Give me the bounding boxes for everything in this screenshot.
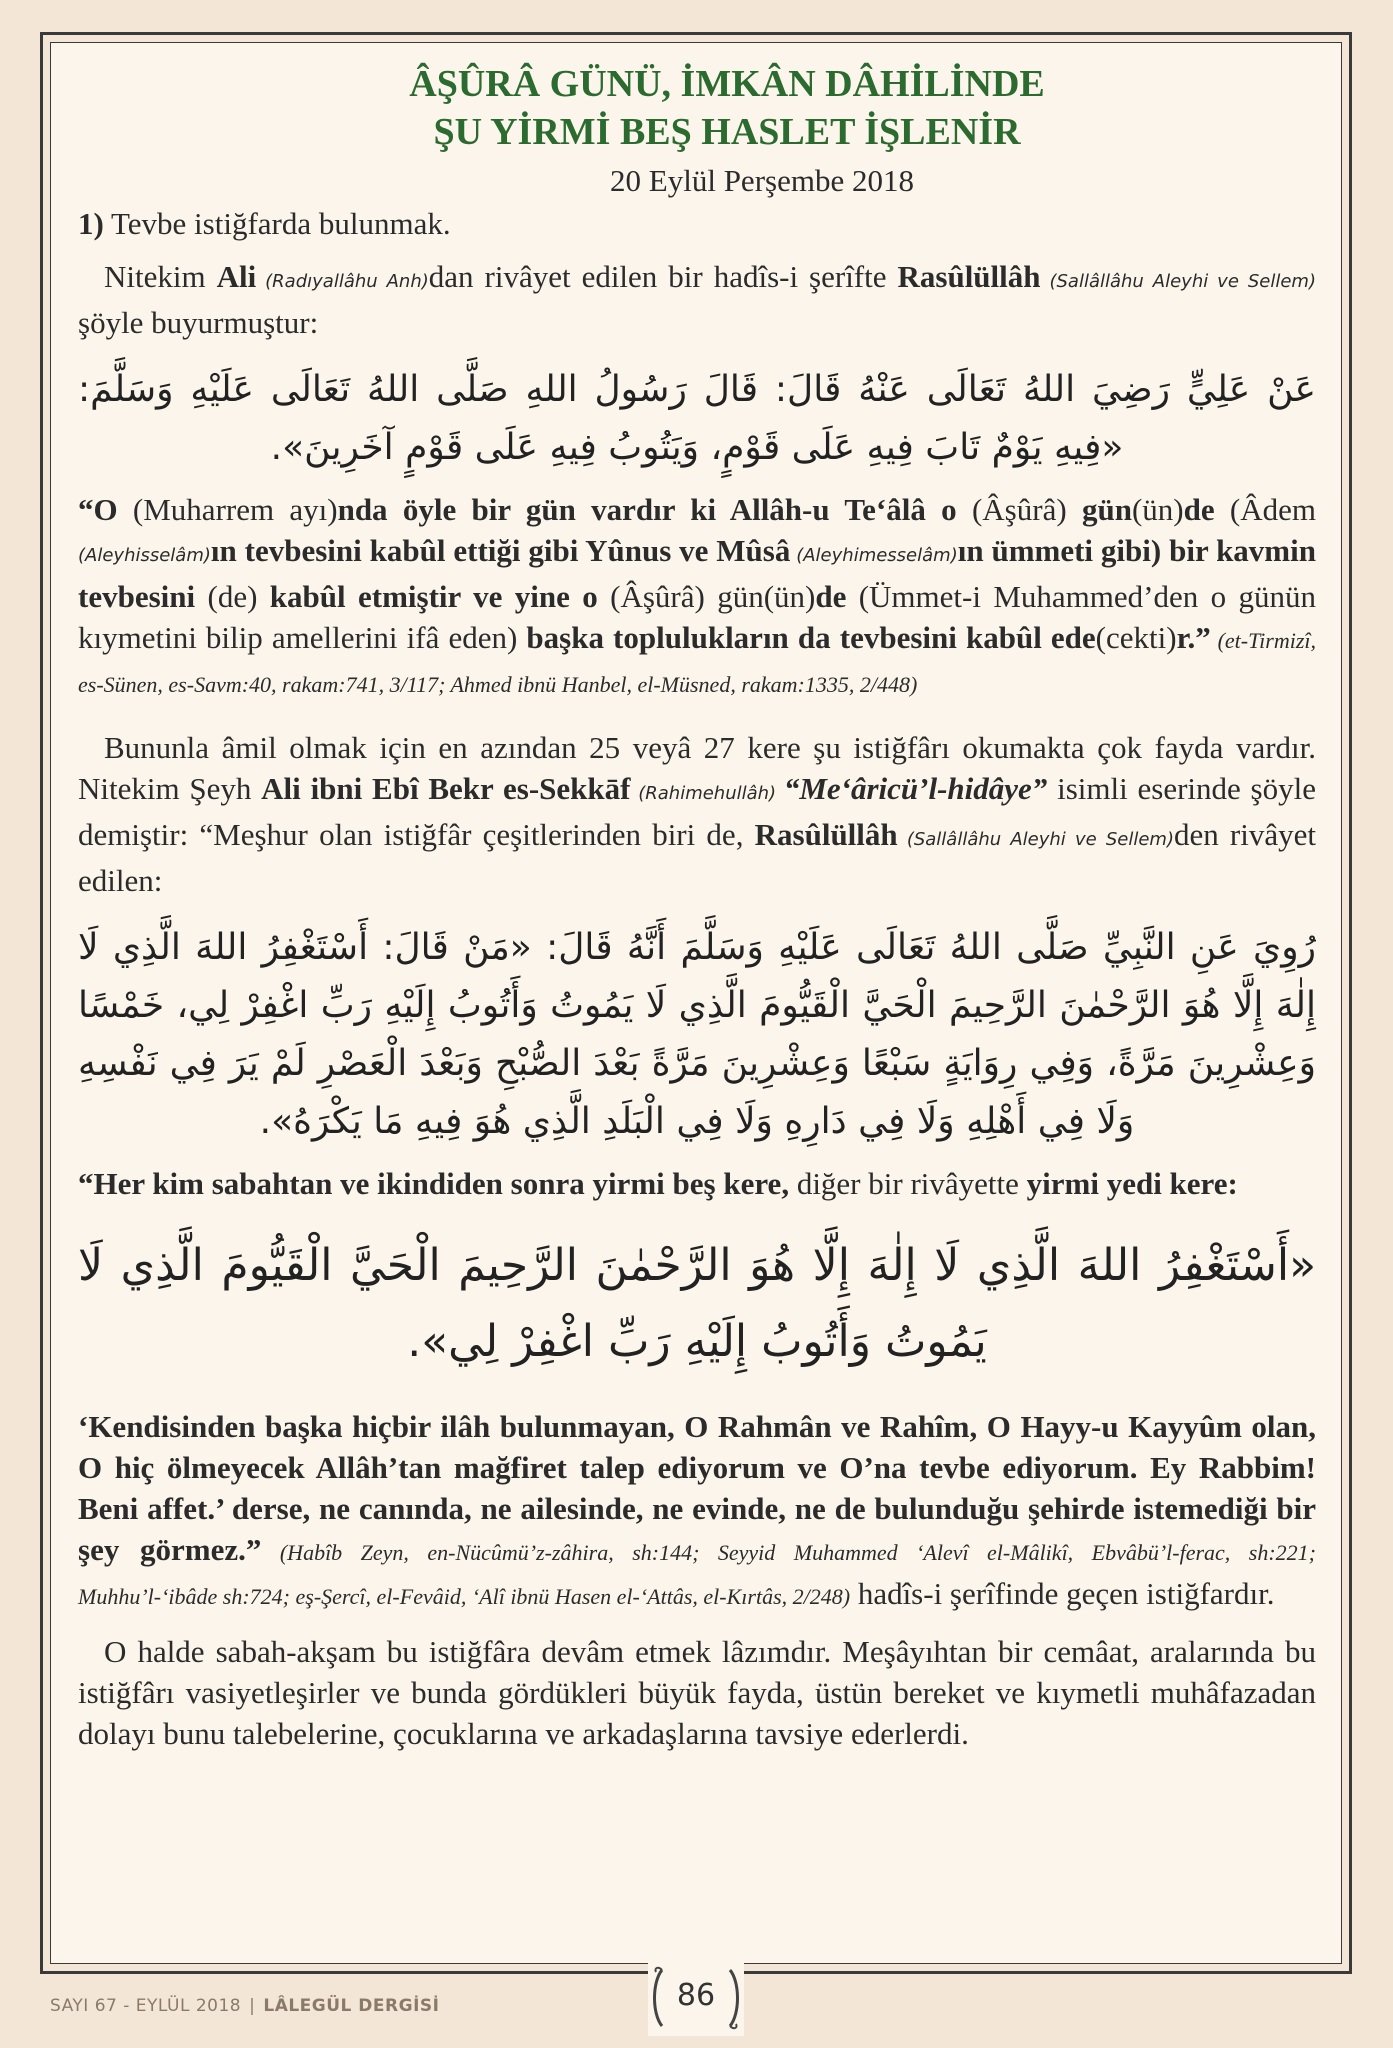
text: den rivâyet edilen: [78,817,1317,898]
text: (cekti) [1095,620,1177,655]
honorific: (Sallâllâhu Aleyhi ve Sellem) [897,829,1174,850]
title-line-2: ŞU YİRMİ BEŞ HASLET İŞLENİR [433,111,1021,153]
text-bold: de [815,579,847,614]
page-footer [50,1996,439,2016]
citation: (et-Tirmizî, es-Sünen, es-Savm:40, rakam:741, 3/117; Ahmed ibnü Hanbel, el-Müsned, rakam:1335, 2/448) [78,628,1316,697]
text: diğer bir rivâyette [789,1166,1027,1201]
honorific: (Radıyallâhu Anh) [256,271,429,292]
spacer [78,705,1316,727]
text: (de) [195,579,270,614]
arabic-hadith-2: رُوِيَ عَنِ النَّبِيِّ صَلَّى اللهُ تَعَالَى عَلَيْهِ وَسَلَّمَ أَنَّهُ قَالَ: «مَنْ قَالَ: أَسْتَغْفِرُ اللهَ الَّذِي لَا إِلٰهَ إِلَّا هُوَ الرَّحْمٰنَ الرَّحِيمَ الْحَيَّ الْقَيُّومَ الَّذِي لَا يَمُوتُ وَأَتُوبُ إِلَيْهِ رَبِّ اغْفِرْ لِي، خَمْسًا وَعِشْرِينَ مَرَّةً، وَفِي رِوَايَةٍ سَبْعًا وَعِشْرِينَ مَرَّةً بَعْدَ الصُّبْحِ وَبَعْدَ الْعَصْرِ لَمْ يَرَ فِي نَفْسِهِ وَلَا فِي أَهْلِهِ وَلَا فِي دَارِهِ وَلَا فِي الْبَلَدِ الَّذِي هُوَ فِيهِ مَا يَكْرَهُ». [78,927,1316,1142]
text: hadîs-i şerîfinde geçen istiğfardır. [850,1576,1275,1611]
honorific: (Aleyhimesselâm) [790,545,958,566]
name-rasulullah: Rasûlüllâh [897,259,1041,294]
paragraph-translation-2 [78,1163,1316,1204]
text: şöyle buyurmuştur: [78,305,319,340]
text-bold: “Her kim sabahtan ve ikindiden sonra yirmi beş kere, [78,1166,790,1201]
text-bold: başka toplulukların da tevbesini kabûl ede [526,620,1096,655]
paragraph-translation-3 [78,1406,1316,1617]
list-item-number: 1) [78,206,104,241]
text-bold: gün [1081,492,1132,527]
text-bold: kabûl etmiştir ve yine o [269,579,598,614]
text: (Muharrem ayı) [117,492,338,527]
text-bold: ‘Kendisinden başka hiçbir ilâh bulunmayan, O Rahmân ve Rahîm, O Hayy-u Kayyûm olan, O hiç ölmeyecek Allâh’tan mağfiret talep ediyorum ve O’na tevbe ediyorum. Ey Rabbim! Beni affet.’ derse, ne canında, ne ailesinde, ne evinde, ne de bulunduğu şehirde istemediği bir şey görmez.” [78,1409,1316,1567]
name-scholar: Ali ibni Ebî Bekr es-Sekkāf [261,771,631,806]
article-title [138,60,1316,156]
page-number: 86 [676,1978,716,2013]
list-item-1 [78,204,1316,244]
text-bold: de [1183,492,1215,527]
text-bold: r.” [1176,620,1211,655]
name-ali: Ali [216,259,257,294]
text-bold: bir kavmin tevbesini [78,533,1316,614]
arabic-istighfar: «أَسْتَغْفِرُ اللهَ الَّذِي لَا إِلٰهَ إِلَّا هُوَ الرَّحْمٰنَ الرَّحِيمَ الْحَيَّ الْقَيُّومَ الَّذِي لَا يَمُوتُ وَأَتُوبُ إِلَيْهِ رَبِّ اغْفِرْ لِي». [78,1240,1316,1367]
name-rasulullah: Rasûlüllâh [754,817,898,852]
text: dan rivâyet edilen bir hadîs-i şerîfte [428,259,898,294]
article-date: 20 Eylül Perşembe 2018 [610,163,914,198]
article-body [78,60,1316,1754]
magazine-name: LÂLEGÜL DERGİSİ [263,1996,440,2016]
paragraph-2 [78,727,1316,901]
text: Nitekim [104,259,217,294]
text-bold: ın ümmeti gibi) [957,533,1162,568]
text-bold: yirmi yedi kere: [1026,1166,1238,1201]
text: Bununla âmil olmak için en azından 25 veyâ 27 kere şu istiğfârı okumakta çok faydа vardır. Nitekim Şeyh [78,730,1316,806]
text-bold: ın tevbesini kabûl ettiği gibi Yûnus ve Mûsâ [210,533,791,568]
paragraph-translation-1 [78,489,1316,705]
honorific: (Sallâllâhu Aleyhi ve Sellem) [1040,271,1316,292]
honorific: (Aleyhisselâm) [78,545,211,566]
arabic-hadith-1: عَنْ عَلِيٍّ رَضِيَ اللهُ تَعَالَى عَنْهُ قَالَ: قَالَ رَسُولُ اللهِ صَلَّى اللهُ تَعَالَى عَلَيْهِ وَسَلَّمَ: «فِيهِ يَوْمٌ تَابَ فِيهِ عَلَى قَوْمٍ، وَيَتُوبُ فِيهِ عَلَى قَوْمٍ آخَرِينَ». [78,369,1316,468]
footer-separator: | [249,1996,256,2016]
title-line-1: ÂŞÛRÂ GÜNÜ, İMKÂN DÂHİLİNDE [409,63,1045,105]
text-bold: nda öyle bir gün vardır ki Allâh-u Te‘âlâ o [337,492,957,527]
paragraph-1 [78,256,1316,343]
citation: (Habîb Zeyn, en-Nücûmü’z-zâhira, sh:144; Seyyid Muhammed ‘Alevî el-Mâlikî, Ebvâbü’l-ferac, sh:221; Muhhu’l-‘ibâde sh:724; eş-Şercî, el-Fevâid, ‘Alî ibnü Hasen el-‘Attâs, el-Kırtâs, 2/248) [78,1540,1316,1609]
paragraph-3: O halde sabah-akşam bu istiğfâra devâm etmek lâzımdır. Meşâyıhtan bir cemâat, aralarında bu istiğfârı vasiyetleşirler ve bunda gördükleri büyük fayda, üstün bereket ve kıymetli muhâfazadan dolayı bunu talebelerine, çocuklarına ve arkadaşlarına tavsiye ederlerdi. [78,1634,1316,1751]
text: (Âşûrâ) gün(ün) [597,579,816,614]
issue-label: SAYI 67 - EYLÜL 2018 [50,1996,242,2016]
text-bold: “O [78,492,118,527]
text: (Âşûrâ) [956,492,1082,527]
page-number-badge [648,1960,744,2036]
book-title: “Me‘âricü’l-hidâye” [783,771,1048,806]
text: (ün) [1131,492,1184,527]
text: (Ümmet-i Muhammed’den o günün kıymetini bilip amellerini ifâ eden) [78,579,1316,655]
list-item-text: Tevbe istiğfarda bulunmak. [103,206,451,241]
text: (Âdem [1214,492,1316,527]
spacer [78,1617,1316,1631]
honorific: (Rahimehullâh) [630,783,784,804]
text: isimli eserinde şöyle demiştir: “Meşhur olan istiğfâr çeşitlerinden biri de, [78,771,1316,852]
